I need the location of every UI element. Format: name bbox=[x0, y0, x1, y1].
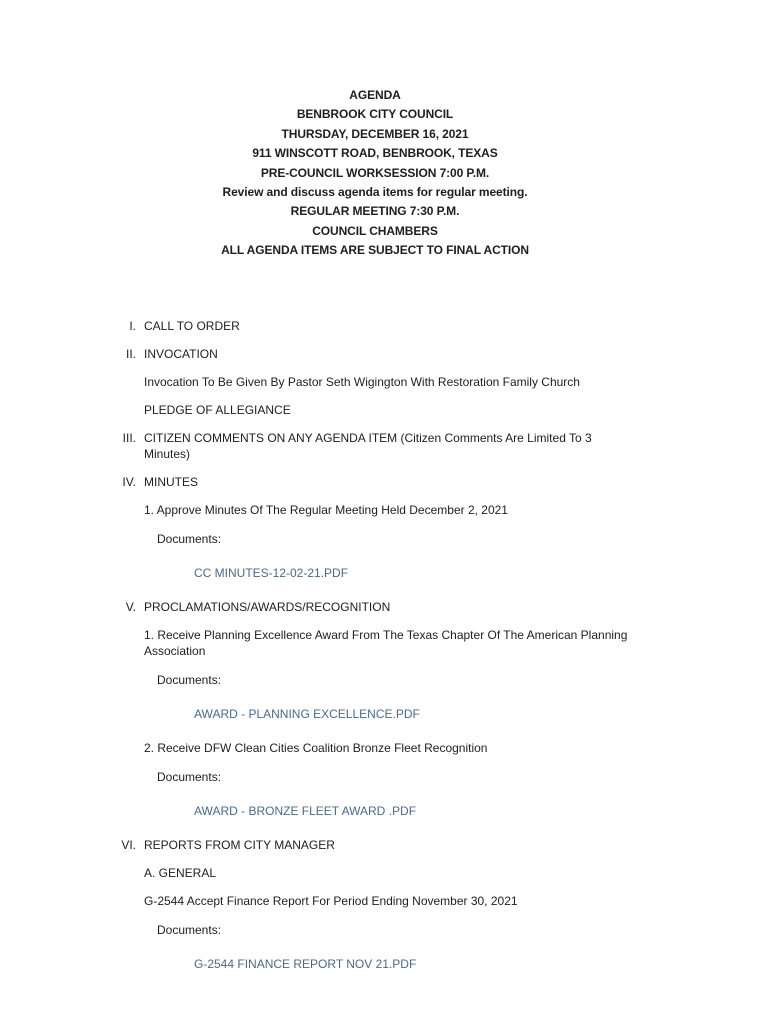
pdf-link[interactable]: AWARD - PLANNING EXCELLENCE.PDF bbox=[194, 707, 420, 721]
pledge-text: PLEDGE OF ALLEGIANCE bbox=[144, 403, 291, 417]
header-chambers: COUNCIL CHAMBERS bbox=[312, 223, 438, 238]
documents-label-text: Documents: bbox=[157, 673, 222, 687]
pdf-link[interactable]: CC MINUTES-12-02-21.PDF bbox=[194, 566, 349, 580]
header-address: 911 WINSCOTT ROAD, BENBROOK, TEXAS bbox=[252, 146, 498, 161]
header-precouncil: PRE-COUNCIL WORKSESSION 7:00 P.M. bbox=[260, 165, 490, 180]
pdf-link[interactable]: AWARD - BRONZE FLEET AWARD .PDF bbox=[194, 804, 417, 818]
header-council: BENBROOK CITY COUNCIL bbox=[296, 107, 454, 122]
header-regular-meeting: REGULAR MEETING 7:30 P.M. bbox=[290, 204, 460, 219]
item-number: VI. bbox=[121, 838, 136, 852]
subitem-text: 1. Receive Planning Excellence Award From The Texas Chapter Of The American Planning Association bbox=[144, 628, 628, 658]
item-title: CALL TO ORDER bbox=[144, 319, 240, 333]
item-number: I. bbox=[129, 319, 136, 333]
item-number: II. bbox=[125, 347, 136, 361]
item-number: IV. bbox=[122, 475, 136, 489]
item-title: REPORTS FROM CITY MANAGER bbox=[144, 838, 335, 852]
header-title: AGENDA bbox=[349, 88, 401, 102]
agenda-header bbox=[0, 86, 750, 261]
item-title: PROCLAMATIONS/AWARDS/RECOGNITION bbox=[144, 600, 391, 614]
subitem-text: A. GENERAL bbox=[144, 866, 217, 880]
item-title: INVOCATION bbox=[144, 347, 218, 361]
header-date: THURSDAY, DECEMBER 16, 2021 bbox=[281, 126, 469, 141]
documents-label-text: Documents: bbox=[157, 770, 222, 784]
item-title: CITIZEN COMMENTS ON ANY AGENDA ITEM (Citizen Comments Are Limited To 3 Minutes) bbox=[144, 431, 592, 461]
subitem-text: 2. Receive DFW Clean Cities Coalition Bronze Fleet Recognition bbox=[144, 741, 488, 755]
item-title: MINUTES bbox=[144, 475, 198, 489]
subitem-text: G-2544 Accept Finance Report For Period Ending November 30, 2021 bbox=[144, 894, 518, 908]
documents-label-text: Documents: bbox=[157, 923, 222, 937]
header-final-action: ALL AGENDA ITEMS ARE SUBJECT TO FINAL ACTION bbox=[221, 243, 529, 258]
invocation-text: Invocation To Be Given By Pastor Seth Wigington With Restoration Family Church bbox=[144, 375, 580, 389]
subitem-text: 1. Approve Minutes Of The Regular Meeting Held December 2, 2021 bbox=[144, 503, 508, 517]
pdf-link[interactable]: G-2544 FINANCE REPORT NOV 21.PDF bbox=[194, 957, 417, 971]
item-number: V. bbox=[125, 600, 136, 614]
item-number: III. bbox=[122, 431, 136, 445]
documents-label-text: Documents: bbox=[157, 532, 222, 546]
header-review: Review and discuss agenda items for regular meeting. bbox=[222, 185, 528, 200]
